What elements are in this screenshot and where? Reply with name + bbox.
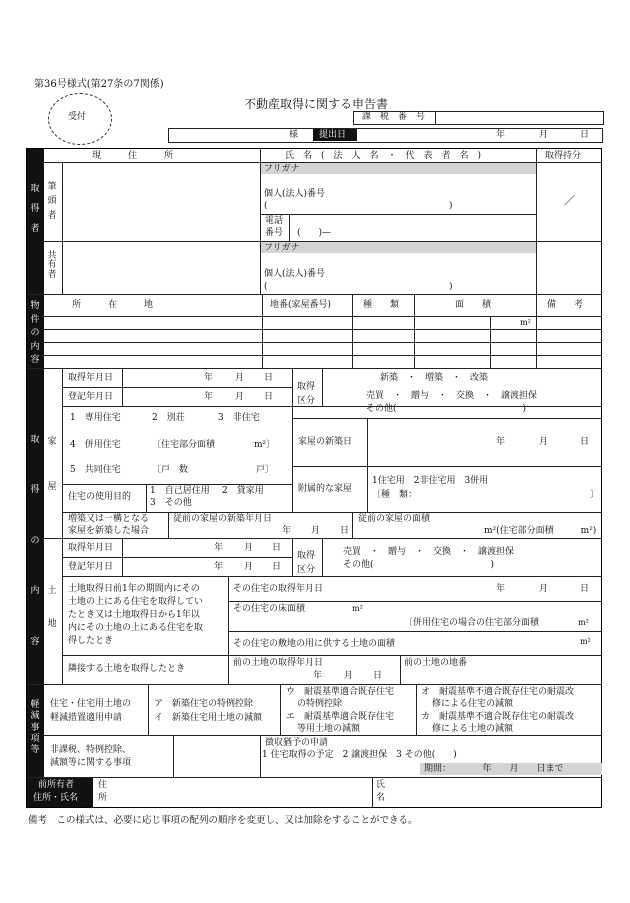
land-reg-date-label: 登記年月日: [68, 562, 114, 572]
land-house-q-line3: たとき又は土地取得日から1年以: [68, 610, 200, 620]
co-owner-label: 共有者: [47, 251, 57, 280]
phone-value: ( )—: [297, 228, 332, 238]
house-category-label: 取得区分: [297, 382, 316, 406]
reduction-item-i: イ 新築住宅用土地の減額: [154, 713, 263, 723]
phone-label-top: 電話: [265, 216, 284, 226]
prev-owner-addr-label-top: 住: [98, 780, 108, 790]
col-note: 備 考: [547, 300, 584, 310]
house-reg-year: 年: [204, 392, 214, 402]
extension-label-top: 増築又は一構となる: [68, 514, 150, 524]
prev-new-date-label: 従前の家屋の新築年月日: [173, 514, 273, 524]
reduction-side-label: 軽減事項等: [30, 700, 40, 755]
prev-owner-name-field[interactable]: [386, 778, 600, 806]
mixed-area-unit: m²: [578, 618, 589, 627]
house-acq-date-label: 取得年月日: [68, 373, 114, 383]
annex-type-close: 〕: [590, 490, 600, 500]
defer-options: 1 住宅取得の予定 2 譲渡担保 3 その他( ): [262, 750, 457, 760]
land-reg-year: 年: [214, 562, 224, 572]
prev-area-unit: m²(住宅部分面積 m²): [484, 526, 597, 536]
date-day: 日: [580, 130, 590, 140]
adjacent-land-label: 隣接する土地を取得したとき: [68, 664, 186, 674]
prev-owner-address-field[interactable]: [108, 778, 370, 806]
annex-options: 1住宅用 2非住宅用 3併用: [372, 476, 489, 486]
reduction-item-o-cont: 修による住宅の減額: [432, 699, 514, 709]
co-share-field[interactable]: [537, 242, 601, 293]
site-area-label: その住宅の敷地の用に供する土地の面積: [233, 639, 396, 649]
use-unit-count-label: 〔戸 数: [152, 465, 189, 475]
use-mixed-area-label: 〔住宅部分面積: [152, 440, 216, 450]
lead-id-paren-close: ): [449, 201, 453, 211]
house-reg-month: 月: [235, 392, 245, 402]
page-title: 不動産取得に関する申告書: [244, 97, 389, 111]
remark-note: 備考 この様式は、必要に応じ事項の配列の順序を変更し、又は加除をすることができる。: [28, 815, 418, 826]
land-house-q-line1: 土地取得日前1年の期間内にその: [68, 584, 200, 594]
tax-number-field[interactable]: [437, 112, 601, 123]
co-furigana-bg: [261, 242, 536, 253]
land-acq-date-label: 取得年月日: [68, 543, 114, 553]
defer-title: 徴収猶予の申請: [265, 738, 329, 748]
reduction-item-e-cont: 等用土地の減額: [297, 724, 361, 734]
property-side-label: 物件の内容: [30, 301, 40, 365]
form-number: 第36号様式(第27条の7関係): [34, 79, 164, 90]
reduction-item-ka-cont: 修による土地の減額: [432, 724, 514, 734]
land-acq-year: 年: [214, 543, 224, 553]
land-cat-other: その他( ): [343, 560, 495, 570]
prev-new-year: 年: [282, 526, 292, 536]
purpose-self-residence: 1 自己居住用: [150, 486, 210, 496]
prev-new-day: 日: [340, 526, 350, 536]
reduction-item-a: ア 新築住宅の特例控除: [154, 699, 254, 709]
reduction-item-ka: カ 耐震基準不適合既存住宅の耐震改: [421, 712, 575, 722]
land-house-q-line4: 内にその土地の上にある住宅を取: [68, 623, 204, 633]
col-name: 氏 名 ( 法 人 名 ・ 代 表 者 名 ): [285, 151, 482, 161]
lead-furigana-bg: [261, 163, 536, 174]
land-reg-day: 日: [272, 562, 282, 572]
house-acq-year: 年: [204, 373, 214, 383]
use-apartment: 5 共同住宅: [70, 465, 121, 475]
submission-date-label: 提出日: [319, 130, 347, 140]
site-area-unit: m²: [580, 637, 591, 646]
extension-label-bottom: 家屋を新築した場合: [68, 526, 150, 536]
phone-field[interactable]: [290, 215, 535, 240]
house-cat-transfer: 売買 ・ 贈与 ・ 交換 ・ 譲渡担保: [366, 391, 538, 401]
purpose-other: 3 その他: [150, 498, 192, 508]
reception-stamp-label: 受付: [68, 112, 87, 122]
reduction-measure-label-top: 住宅・住宅用土地の: [50, 699, 132, 709]
land-house-acq-date-label: その住宅の取得年月日: [233, 584, 324, 594]
prev-land-date-label: 前の土地の取得年月日: [233, 658, 324, 668]
co-owner-address-field[interactable]: [63, 242, 259, 293]
use-non-residential: 3 非住宅: [218, 413, 260, 423]
reduction-item-o: オ 耐震基準不適合既存住宅の耐震改: [421, 687, 575, 697]
defer-period: 期間： 年 月 日まで: [424, 764, 564, 774]
reduction-measure-label-bottom: 軽減措置適用申請: [50, 713, 123, 723]
prev-owner-name-label-bottom: 名: [376, 793, 386, 803]
new-built-date-label: 家屋の新築日: [298, 437, 353, 447]
house-label: 家屋: [47, 437, 57, 492]
prev-land-day: 日: [373, 671, 383, 681]
house-reg-day: 日: [264, 392, 274, 402]
area-unit: m²: [520, 318, 531, 327]
land-house-acq-year: 年: [496, 584, 506, 594]
date-month: 月: [539, 130, 549, 140]
new-built-month: 月: [539, 437, 549, 447]
addressee-suffix: 様: [289, 130, 299, 140]
new-built-day: 日: [580, 437, 590, 447]
col-share: 取得持分: [545, 151, 582, 161]
co-furigana-label: フリガナ: [264, 243, 300, 253]
prev-new-month: 月: [311, 526, 321, 536]
nontax-label-top: 非課税、特例控除、: [50, 745, 132, 755]
reduction-item-e: エ 耐震基準適合既存住宅: [286, 712, 395, 722]
land-label: 土地: [47, 586, 57, 630]
purpose-rental: 2 貸家用: [222, 486, 264, 496]
acquisition-side-label: 取得の内容: [30, 435, 40, 647]
prev-land-lot-label: 前の土地の地番: [404, 658, 468, 668]
use-villa: 2 別荘: [152, 413, 185, 423]
lead-id-paren-open: (: [264, 201, 268, 211]
house-cat-construction: 新築 ・ 増築 ・ 改築: [380, 373, 489, 383]
usage-purpose-label: 住宅の使用目的: [68, 492, 132, 502]
date-year: 年: [496, 130, 506, 140]
phone-label-bottom: 番号: [265, 228, 284, 238]
nontax-field[interactable]: [174, 736, 259, 776]
house-cat-other: その他( ): [366, 404, 527, 414]
land-reg-month: 月: [244, 562, 254, 572]
land-house-acq-month: 月: [539, 584, 549, 594]
prev-land-month: 月: [344, 671, 354, 681]
use-mixed-house: 4 併用住宅: [70, 440, 121, 450]
tax-number-label: 課 税 番 号: [362, 112, 426, 122]
col-type: 種 類: [363, 300, 400, 310]
house-floor-area-unit: m²: [352, 604, 363, 613]
annex-label: 附属的な家屋: [298, 484, 353, 494]
house-reg-date-label: 登記年月日: [68, 392, 114, 402]
lead-furigana-label: フリガナ: [264, 164, 300, 174]
nontax-label-bottom: 減額等に関する事項: [50, 758, 132, 768]
land-category-label: 取得区分: [297, 551, 316, 575]
reduction-item-u-cont: の特例控除: [297, 699, 343, 709]
house-acq-month: 月: [235, 373, 245, 383]
prev-land-year: 年: [313, 671, 323, 681]
col-location: 所 在 地: [72, 300, 154, 310]
lead-id-number-label: 個人(法人)番号: [264, 189, 326, 199]
lead-share-slash: ／: [564, 194, 575, 207]
lead-owner-address-field[interactable]: [63, 163, 259, 240]
prev-owner-label-top: 前所有者: [38, 780, 75, 790]
col-lot-number: 地番(家屋番号): [270, 300, 332, 310]
prev-area-label: 従前の家屋の面積: [358, 514, 431, 524]
land-cat-transfer: 売買 ・ 贈与 ・ 交換 ・ 譲渡担保: [343, 547, 515, 557]
col-area: 面 積: [455, 300, 492, 310]
reduction-item-u: ウ 耐震基準適合既存住宅: [286, 687, 395, 697]
prev-owner-label-bottom: 住所・氏名: [33, 793, 79, 803]
annex-type-label: 〔種 類：: [372, 490, 418, 500]
co-id-paren-close: ): [449, 282, 453, 292]
land-house-q-line2: 土地の上にある住宅を取得してい: [68, 597, 204, 607]
mixed-area-label: 〔併用住宅の場合の住宅部分面積: [404, 618, 540, 628]
land-house-acq-day: 日: [580, 584, 590, 594]
lead-owner-label: 筆頭者: [47, 182, 57, 221]
co-id-number-label: 個人(法人)番号: [264, 269, 326, 279]
prev-owner-name-label-top: 氏: [376, 780, 386, 790]
house-floor-area-label: その住宅の床面積: [233, 604, 306, 614]
co-id-paren-open: (: [264, 282, 268, 292]
addressee-field[interactable]: [169, 129, 289, 141]
land-acq-month: 月: [244, 543, 254, 553]
prev-owner-addr-label-bottom: 所: [98, 793, 108, 803]
land-house-q-line5: 得したとき: [68, 636, 114, 646]
owner-side-label: 取得者: [30, 184, 40, 234]
land-acq-day: 日: [272, 543, 282, 553]
house-acq-day: 日: [264, 373, 274, 383]
new-built-year: 年: [496, 437, 506, 447]
use-dedicated-house: 1 専用住宅: [70, 413, 121, 423]
col-current-address: 現 住 所: [92, 151, 174, 161]
use-mixed-area-unit: m²〕: [254, 440, 276, 450]
use-unit-count-unit: 戸〕: [256, 465, 275, 475]
